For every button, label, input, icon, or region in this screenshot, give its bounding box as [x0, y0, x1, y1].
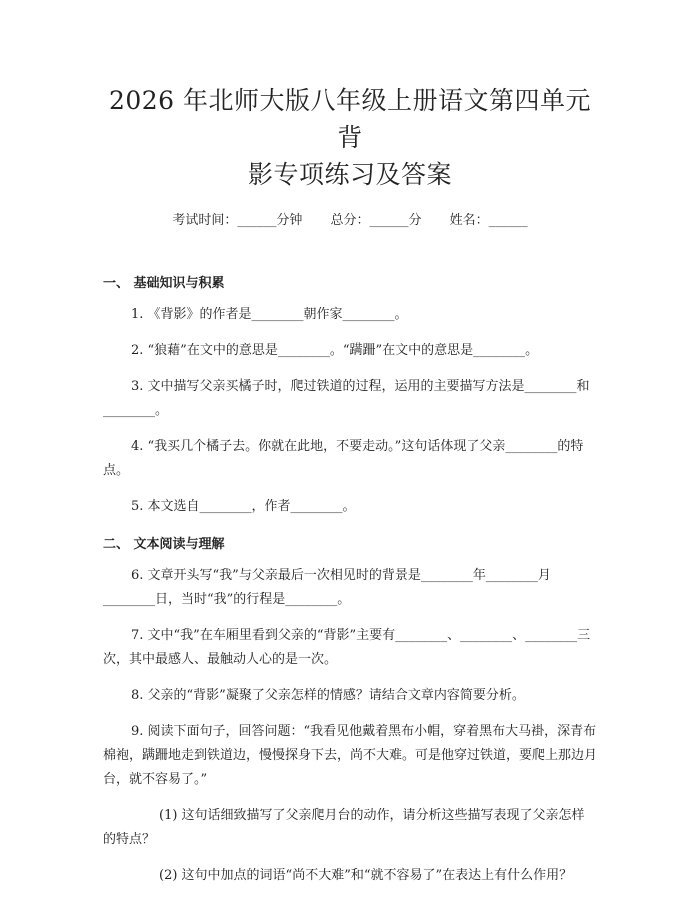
exam-time: 考试时间：______分钟 [172, 213, 303, 228]
exam-name: 姓名：______ [449, 213, 528, 228]
question-9: 9. 阅读下面句子，回答问题：“我看见他戴着黑布小帽，穿着黑布大马褂，深青布棉袍，蹒跚地走到铁道边，慢慢探身下去，尚不大难。可是他穿过铁道，要爬上那边月台，就不容易了。” [103, 724, 598, 787]
title-line-1: 2026 年北师大版八年级上册语文第四单元背 [108, 86, 592, 152]
exam-meta [103, 211, 597, 231]
question-5: 5. 本文选自________，作者________。 [131, 499, 356, 514]
question-8: 8. 父亲的“背影”凝聚了父亲怎样的情感？请结合文章内容简要分析。 [131, 688, 525, 703]
sub-question-1: (1) 这句话细致描写了父亲爬月台的动作，请分析这些描写表现了父亲怎样的特点？ [103, 808, 585, 847]
question-2: 2. “狼藉”在文中的意思是________。“蹒跚”在文中的意思是________。 [131, 343, 539, 358]
question-4: 4. “我买几个橘子去。你就在此地，不要走动。”这句话体现了父亲________的特点。 [103, 439, 584, 478]
question-7: 7. 文中“我”在车厢里看到父亲的“背影”主要有________、________、________三次，其中最感人、最触动人心的是一次。 [103, 628, 591, 667]
page-title [103, 0, 597, 193]
section-title-1: 一、 基础知识与积累 [103, 276, 225, 291]
sub-question-2: (2) 这句中加点的词语“尚不大难”和“就不容易了”在表达上有什么作用？ [159, 868, 573, 883]
title-line-2: 影专项练习及答案 [247, 160, 452, 189]
question-6: 6. 文章开头写“我”与父亲最后一次相见时的背景是________年________月________日，当时“我”的行程是________。 [103, 568, 551, 607]
question-1: 1. 《背影》的作者是________朝作家________。 [131, 307, 408, 322]
exam-score: 总分：______分 [330, 213, 422, 228]
question-3: 3. 文中描写父亲买橘子时，爬过铁道的过程，运用的主要描写方法是________和________。 [103, 379, 590, 418]
section-title-2: 二、 文本阅读与理解 [103, 537, 225, 552]
